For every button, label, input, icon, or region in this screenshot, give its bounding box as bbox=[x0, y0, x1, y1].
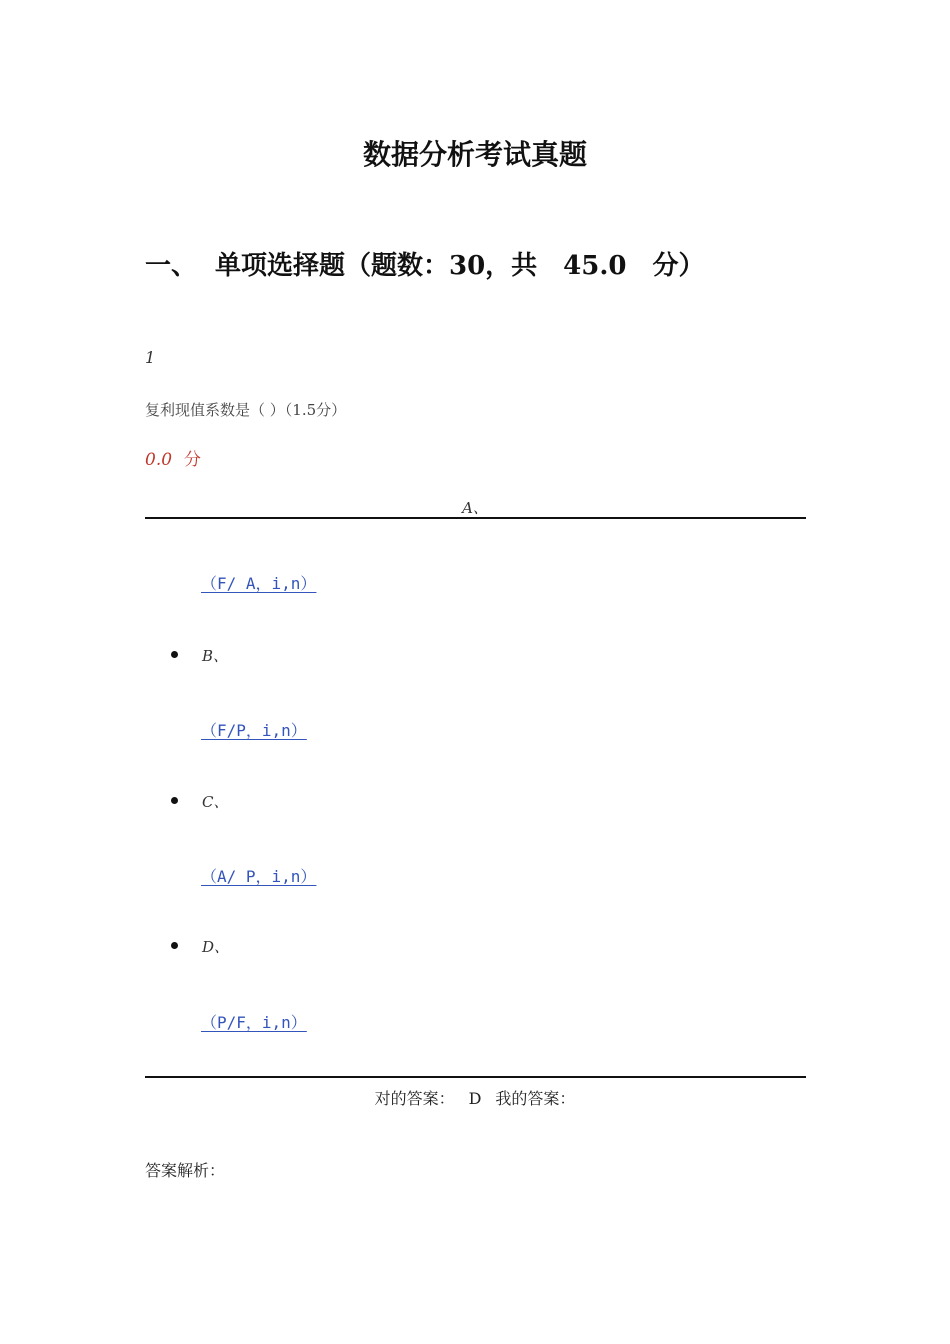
section-title: 单项选择题（题数：30，共 45.0 分） bbox=[215, 251, 705, 281]
option-b-letter: B、 bbox=[202, 647, 229, 665]
score-value: 0.0 bbox=[145, 450, 173, 470]
option-b-link[interactable]: （F/P，i,n） bbox=[201, 721, 307, 740]
score-unit: 分 bbox=[184, 450, 202, 470]
question-text: 复利现值系数是（ ）（1.5分） bbox=[145, 401, 347, 419]
correct-answer-label: 对的答案： bbox=[374, 1089, 455, 1108]
option-a-link[interactable]: （F/ A，i,n） bbox=[201, 574, 317, 593]
option-c-bullet bbox=[171, 797, 178, 804]
options-bottom-divider bbox=[145, 1076, 806, 1078]
question-score bbox=[145, 445, 201, 470]
option-d-letter: D、 bbox=[202, 938, 230, 956]
document-title: 数据分析考试真题 bbox=[362, 138, 587, 171]
section-heading bbox=[145, 245, 705, 282]
option-c-link[interactable]: （A/ P，i,n） bbox=[201, 867, 317, 886]
option-c-letter: C、 bbox=[202, 793, 229, 811]
option-b-bullet bbox=[171, 651, 178, 658]
section-number: 一、 bbox=[145, 251, 198, 281]
option-a-letter: A、 bbox=[462, 499, 488, 517]
question-number: 1 bbox=[145, 348, 156, 367]
answer-line bbox=[0, 1086, 950, 1109]
option-d-bullet bbox=[171, 942, 178, 949]
answer-analysis-label: 答案解析： bbox=[145, 1161, 226, 1180]
correct-answer-value: D bbox=[468, 1089, 482, 1108]
my-answer-label: 我的答案： bbox=[495, 1089, 576, 1108]
option-d-link[interactable]: （P/F，i,n） bbox=[201, 1013, 307, 1032]
